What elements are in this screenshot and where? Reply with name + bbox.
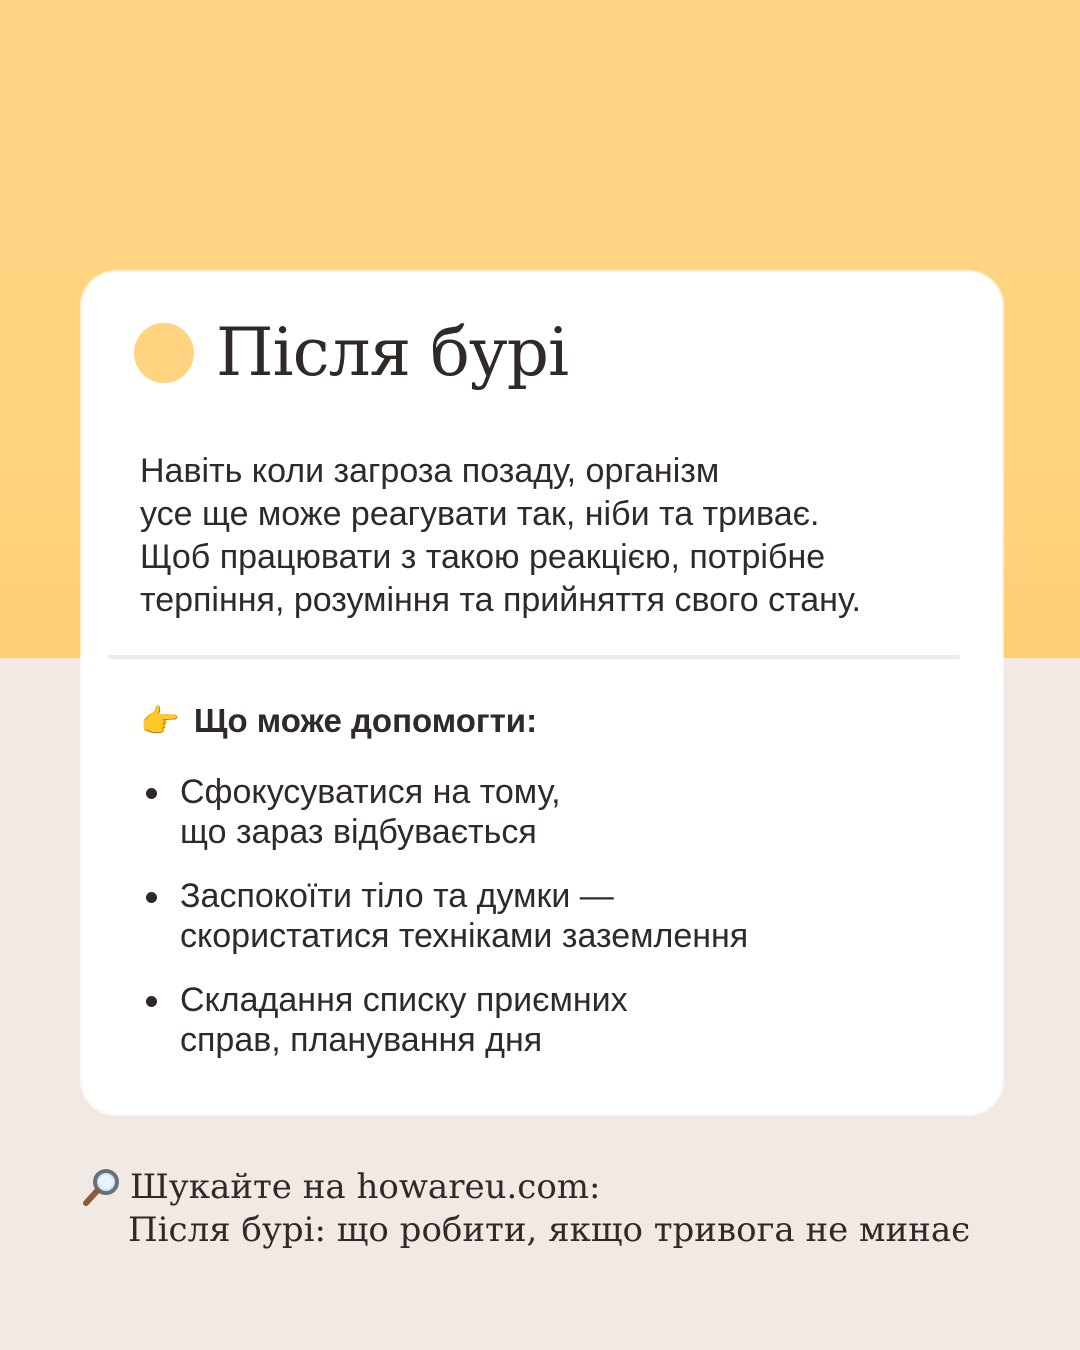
article-title: Після бурі: що робити, якщо тривога не минає: [128, 1210, 971, 1250]
tip-line: справ, планування дня: [180, 1021, 543, 1059]
tip-line: Складання списку приємних: [180, 981, 628, 1019]
intro-line: Щоб працювати з такою реакцією, потрібне: [140, 538, 826, 576]
divider: [108, 655, 960, 659]
help-heading: [140, 702, 537, 740]
bullet-icon: [146, 996, 157, 1007]
list-item: [140, 980, 960, 1060]
help-heading-text: Що може допомогти:: [193, 702, 538, 739]
intro-line: терпіння, розуміння та прийняття свого стану.: [140, 581, 861, 619]
bullet-icon: [146, 788, 157, 799]
list-item: [140, 876, 960, 956]
tip-line: Сфокусуватися на тому,: [180, 773, 561, 811]
intro-line: Навіть коли загроза позаду, організм: [140, 452, 720, 490]
list-item: [140, 772, 960, 852]
search-icon: [80, 1165, 124, 1209]
tip-line: Заспокоїти тіло та думки —: [180, 877, 614, 915]
footer: [80, 1165, 970, 1251]
tips-list: [140, 772, 960, 1084]
intro-line: усе ще може реагувати так, ніби та триває.: [140, 495, 820, 533]
pointing-hand-icon: 👉: [140, 703, 180, 739]
footer-search-text: Шукайте на howareu.com:: [130, 1167, 601, 1207]
page-title: Після бурі: [216, 314, 569, 391]
bullet-icon: [146, 892, 157, 903]
title-row: [134, 314, 569, 391]
tip-line: скористатися техніками заземлення: [180, 917, 749, 955]
footer-line: [80, 1165, 970, 1209]
intro-text: [140, 450, 980, 622]
content-card: [82, 272, 1002, 1114]
sun-dot-icon: [134, 323, 194, 383]
tip-line: що зараз відбувається: [180, 813, 537, 851]
